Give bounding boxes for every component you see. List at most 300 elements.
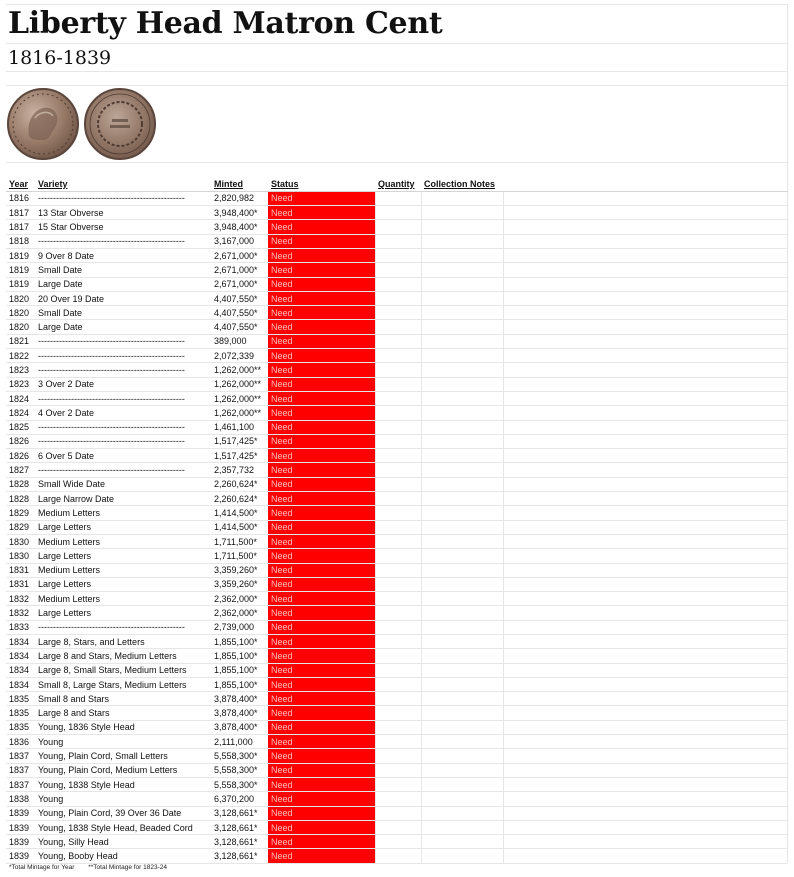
cell-year[interactable]: 1817 <box>6 220 35 234</box>
cell-collection-notes[interactable] <box>421 320 503 334</box>
cell-variety[interactable]: Large 8 and Stars, Medium Letters <box>35 649 211 663</box>
cell-status[interactable]: Need <box>268 492 375 506</box>
cell-collection-notes[interactable] <box>421 306 503 320</box>
cell-year[interactable]: 1835 <box>6 720 35 734</box>
cell-collection-notes[interactable] <box>421 606 503 620</box>
cell-collection-notes[interactable] <box>421 635 503 649</box>
cell-quantity[interactable] <box>375 506 421 520</box>
cell-collection-notes[interactable] <box>421 806 503 820</box>
cell-minted[interactable]: 1,855,100* <box>211 663 268 677</box>
cell-collection-notes[interactable] <box>421 277 503 291</box>
cell-collection-notes[interactable] <box>421 692 503 706</box>
cell-status[interactable]: Need <box>268 606 375 620</box>
footnote <box>9 864 167 871</box>
cell-minted[interactable]: 2,111,000 <box>211 735 268 749</box>
cell-quantity[interactable] <box>375 277 421 291</box>
cell-collection-notes[interactable] <box>421 391 503 405</box>
cell-minted[interactable]: 389,000 <box>211 334 268 348</box>
cell-year[interactable]: 1819 <box>6 248 35 262</box>
cell-minted[interactable]: 1,517,425* <box>211 449 268 463</box>
cell-quantity[interactable] <box>375 234 421 248</box>
cell-quantity[interactable] <box>375 377 421 391</box>
cell-status[interactable]: Need <box>268 477 375 491</box>
cell-year[interactable]: 1817 <box>6 206 35 220</box>
cell-status[interactable]: Need <box>268 820 375 834</box>
cell-collection-notes[interactable] <box>421 291 503 305</box>
cell-variety[interactable]: Large Date <box>35 320 211 334</box>
cell-year[interactable]: 1818 <box>6 234 35 248</box>
cell-minted[interactable]: 5,558,300* <box>211 763 268 777</box>
cell-variety[interactable]: ------------------------------------------------- <box>35 420 211 434</box>
cell-minted[interactable]: 1,262,000** <box>211 363 268 377</box>
cell-collection-notes[interactable] <box>421 777 503 791</box>
cell-minted[interactable]: 1,262,000** <box>211 391 268 405</box>
cell-variety[interactable]: ------------------------------------------------- <box>35 349 211 363</box>
cell-quantity[interactable] <box>375 291 421 305</box>
cell-variety[interactable]: Young, Plain Cord, 39 Over 36 Date <box>35 806 211 820</box>
cell-minted[interactable]: 6,370,200 <box>211 792 268 806</box>
cell-status[interactable]: Need <box>268 334 375 348</box>
cell-year[interactable]: 1828 <box>6 492 35 506</box>
header-status[interactable]: Status <box>268 177 375 191</box>
cell-quantity[interactable] <box>375 206 421 220</box>
cell-minted[interactable]: 3,128,661* <box>211 849 268 863</box>
cell-year[interactable]: 1834 <box>6 677 35 691</box>
cell-quantity[interactable] <box>375 606 421 620</box>
cell-year[interactable]: 1836 <box>6 735 35 749</box>
cell-variety[interactable]: Large Letters <box>35 520 211 534</box>
cell-year[interactable]: 1834 <box>6 635 35 649</box>
cell-quantity[interactable] <box>375 749 421 763</box>
cell-status[interactable]: Need <box>268 206 375 220</box>
cell-minted[interactable]: 3,948,400* <box>211 206 268 220</box>
cell-year[interactable]: 1834 <box>6 649 35 663</box>
table-row <box>6 434 788 448</box>
cell-status[interactable]: Need <box>268 849 375 863</box>
cell-collection-notes[interactable] <box>421 792 503 806</box>
table-row <box>6 663 788 677</box>
cell-year[interactable]: 1827 <box>6 463 35 477</box>
cell-quantity[interactable] <box>375 706 421 720</box>
cell-variety[interactable]: Small Date <box>35 306 211 320</box>
cell-quantity[interactable] <box>375 406 421 420</box>
cell-variety[interactable]: 9 Over 8 Date <box>35 248 211 262</box>
cell-status[interactable]: Need <box>268 220 375 234</box>
cell-variety[interactable]: 6 Over 5 Date <box>35 449 211 463</box>
cell-status[interactable]: Need <box>268 649 375 663</box>
cell-variety[interactable]: Large Letters <box>35 606 211 620</box>
cell-quantity[interactable] <box>375 391 421 405</box>
cell-status[interactable]: Need <box>268 792 375 806</box>
cell-variety[interactable]: ------------------------------------------------- <box>35 191 211 205</box>
cell-variety[interactable]: Young, Plain Cord, Small Letters <box>35 749 211 763</box>
cell-variety[interactable]: Large Narrow Date <box>35 492 211 506</box>
cell-quantity[interactable] <box>375 534 421 548</box>
cell-minted[interactable]: 2,357,732 <box>211 463 268 477</box>
cell-minted[interactable]: 2,671,000* <box>211 263 268 277</box>
cell-status[interactable]: Need <box>268 763 375 777</box>
cell-variety[interactable]: Large Letters <box>35 549 211 563</box>
cell-collection-notes[interactable] <box>421 749 503 763</box>
cell-collection-notes[interactable] <box>421 449 503 463</box>
cell-quantity[interactable] <box>375 334 421 348</box>
cell-quantity[interactable] <box>375 320 421 334</box>
cell-variety[interactable]: Young <box>35 735 211 749</box>
cell-year[interactable]: 1830 <box>6 549 35 563</box>
cell-status[interactable]: Need <box>268 749 375 763</box>
cell-status[interactable]: Need <box>268 806 375 820</box>
cell-variety[interactable]: Large 8, Stars, and Letters <box>35 635 211 649</box>
cell-year[interactable]: 1838 <box>6 792 35 806</box>
cell-status[interactable]: Need <box>268 835 375 849</box>
cell-variety[interactable]: 15 Star Obverse <box>35 220 211 234</box>
cell-status[interactable]: Need <box>268 377 375 391</box>
cell-status[interactable]: Need <box>268 449 375 463</box>
cell-blank <box>503 506 788 520</box>
cell-status[interactable]: Need <box>268 720 375 734</box>
cell-year[interactable]: 1835 <box>6 692 35 706</box>
cell-collection-notes[interactable] <box>421 463 503 477</box>
cell-status[interactable]: Need <box>268 534 375 548</box>
cell-status[interactable]: Need <box>268 635 375 649</box>
cell-minted[interactable]: 1,855,100* <box>211 649 268 663</box>
cell-collection-notes[interactable] <box>421 563 503 577</box>
cell-status[interactable]: Need <box>268 663 375 677</box>
cell-minted[interactable]: 1,855,100* <box>211 635 268 649</box>
cell-collection-notes[interactable] <box>421 549 503 563</box>
cell-year[interactable]: 1819 <box>6 263 35 277</box>
cell-collection-notes[interactable] <box>421 849 503 863</box>
cell-blank <box>503 420 788 434</box>
cell-year[interactable]: 1830 <box>6 534 35 548</box>
cell-collection-notes[interactable] <box>421 234 503 248</box>
cell-quantity[interactable] <box>375 792 421 806</box>
cell-collection-notes[interactable] <box>421 763 503 777</box>
cell-year[interactable]: 1825 <box>6 420 35 434</box>
cell-variety[interactable]: 3 Over 2 Date <box>35 377 211 391</box>
cell-quantity[interactable] <box>375 592 421 606</box>
cell-variety[interactable]: Large Date <box>35 277 211 291</box>
cell-year[interactable]: 1824 <box>6 391 35 405</box>
cell-minted[interactable]: 1,461,100 <box>211 420 268 434</box>
table-row <box>6 792 788 806</box>
cell-quantity[interactable] <box>375 692 421 706</box>
cell-variety[interactable]: Large 8 and Stars <box>35 706 211 720</box>
cell-variety[interactable]: Small 8, Large Stars, Medium Letters <box>35 677 211 691</box>
cell-year[interactable]: 1829 <box>6 506 35 520</box>
cell-minted[interactable]: 2,739,000 <box>211 620 268 634</box>
cell-year[interactable]: 1823 <box>6 363 35 377</box>
cell-status[interactable]: Need <box>268 248 375 262</box>
header-year[interactable]: Year <box>6 177 35 191</box>
cell-year[interactable]: 1823 <box>6 377 35 391</box>
cell-quantity[interactable] <box>375 477 421 491</box>
cell-status[interactable]: Need <box>268 191 375 205</box>
cell-status[interactable]: Need <box>268 420 375 434</box>
cell-year[interactable]: 1831 <box>6 577 35 591</box>
cell-collection-notes[interactable] <box>421 592 503 606</box>
cell-minted[interactable]: 2,820,982 <box>211 191 268 205</box>
cell-quantity[interactable] <box>375 492 421 506</box>
cell-year[interactable]: 1824 <box>6 406 35 420</box>
cell-minted[interactable]: 2,072,339 <box>211 349 268 363</box>
cell-minted[interactable]: 2,671,000* <box>211 248 268 262</box>
cell-minted[interactable]: 3,128,661* <box>211 806 268 820</box>
cell-minted[interactable]: 2,260,624* <box>211 492 268 506</box>
cell-year[interactable]: 1828 <box>6 477 35 491</box>
cell-variety[interactable]: 20 Over 19 Date <box>35 291 211 305</box>
cell-collection-notes[interactable] <box>421 663 503 677</box>
cell-variety[interactable]: 13 Star Obverse <box>35 206 211 220</box>
cell-minted[interactable]: 5,558,300* <box>211 749 268 763</box>
cell-collection-notes[interactable] <box>421 534 503 548</box>
cell-status[interactable]: Need <box>268 563 375 577</box>
cell-collection-notes[interactable] <box>421 334 503 348</box>
cell-minted[interactable]: 5,558,300* <box>211 777 268 791</box>
cell-collection-notes[interactable] <box>421 477 503 491</box>
header-collection-notes[interactable]: Collection Notes <box>421 177 503 191</box>
cell-minted[interactable]: 2,362,000* <box>211 592 268 606</box>
cell-status[interactable]: Need <box>268 263 375 277</box>
cell-minted[interactable]: 1,262,000** <box>211 377 268 391</box>
cell-status[interactable]: Need <box>268 577 375 591</box>
cell-quantity[interactable] <box>375 363 421 377</box>
cell-status[interactable]: Need <box>268 234 375 248</box>
cell-status[interactable]: Need <box>268 463 375 477</box>
cell-variety[interactable]: Small Wide Date <box>35 477 211 491</box>
cell-status[interactable]: Need <box>268 620 375 634</box>
cell-minted[interactable]: 4,407,550* <box>211 320 268 334</box>
cell-quantity[interactable] <box>375 635 421 649</box>
header-minted[interactable]: Minted <box>211 177 268 191</box>
cell-year[interactable]: 1832 <box>6 592 35 606</box>
cell-variety[interactable]: Young, 1838 Style Head, Beaded Cord <box>35 820 211 834</box>
cell-year[interactable]: 1821 <box>6 334 35 348</box>
cell-quantity[interactable] <box>375 763 421 777</box>
cell-collection-notes[interactable] <box>421 677 503 691</box>
cell-collection-notes[interactable] <box>421 620 503 634</box>
cell-quantity[interactable] <box>375 434 421 448</box>
cell-quantity[interactable] <box>375 820 421 834</box>
cell-status[interactable]: Need <box>268 391 375 405</box>
cell-collection-notes[interactable] <box>421 420 503 434</box>
cell-quantity[interactable] <box>375 777 421 791</box>
cell-quantity[interactable] <box>375 620 421 634</box>
cell-status[interactable]: Need <box>268 434 375 448</box>
cell-minted[interactable]: 1,711,500* <box>211 549 268 563</box>
cell-blank <box>503 306 788 320</box>
cell-variety[interactable]: ------------------------------------------------- <box>35 234 211 248</box>
cell-collection-notes[interactable] <box>421 835 503 849</box>
cell-year[interactable]: 1837 <box>6 749 35 763</box>
cell-year[interactable]: 1826 <box>6 449 35 463</box>
cell-year[interactable]: 1820 <box>6 320 35 334</box>
cell-collection-notes[interactable] <box>421 720 503 734</box>
cell-variety[interactable]: Young, Silly Head <box>35 835 211 849</box>
cell-minted[interactable]: 3,878,400* <box>211 720 268 734</box>
cell-status[interactable]: Need <box>268 777 375 791</box>
table-row <box>6 206 788 220</box>
cell-year[interactable]: 1820 <box>6 306 35 320</box>
cell-quantity[interactable] <box>375 806 421 820</box>
cell-quantity[interactable] <box>375 649 421 663</box>
table-row <box>6 248 788 262</box>
cell-collection-notes[interactable] <box>421 349 503 363</box>
cell-quantity[interactable] <box>375 663 421 677</box>
cell-status[interactable]: Need <box>268 349 375 363</box>
cell-variety[interactable]: ------------------------------------------------- <box>35 334 211 348</box>
cell-minted[interactable]: 3,128,661* <box>211 835 268 849</box>
cell-quantity[interactable] <box>375 577 421 591</box>
cell-variety[interactable]: Young, 1838 Style Head <box>35 777 211 791</box>
cell-quantity[interactable] <box>375 263 421 277</box>
cell-collection-notes[interactable] <box>421 248 503 262</box>
cell-status[interactable]: Need <box>268 735 375 749</box>
cell-status[interactable]: Need <box>268 277 375 291</box>
cell-quantity[interactable] <box>375 306 421 320</box>
cell-year[interactable]: 1816 <box>6 191 35 205</box>
cell-status[interactable]: Need <box>268 692 375 706</box>
cell-collection-notes[interactable] <box>421 406 503 420</box>
cell-minted[interactable]: 3,948,400* <box>211 220 268 234</box>
cell-status[interactable]: Need <box>268 706 375 720</box>
cell-year[interactable]: 1822 <box>6 349 35 363</box>
cell-status[interactable]: Need <box>268 363 375 377</box>
cell-collection-notes[interactable] <box>421 506 503 520</box>
cell-minted[interactable]: 1,517,425* <box>211 434 268 448</box>
cell-minted[interactable]: 3,128,661* <box>211 820 268 834</box>
cell-year[interactable]: 1820 <box>6 291 35 305</box>
cell-minted[interactable]: 4,407,550* <box>211 306 268 320</box>
cell-year[interactable]: 1829 <box>6 520 35 534</box>
cell-minted[interactable]: 1,855,100* <box>211 677 268 691</box>
cell-variety[interactable]: Young, Booby Head <box>35 849 211 863</box>
cell-quantity[interactable] <box>375 735 421 749</box>
cell-quantity[interactable] <box>375 449 421 463</box>
cell-status[interactable]: Need <box>268 549 375 563</box>
cell-variety[interactable]: Large 8, Small Stars, Medium Letters <box>35 663 211 677</box>
cell-minted[interactable]: 1,414,500* <box>211 506 268 520</box>
cell-quantity[interactable] <box>375 835 421 849</box>
cell-collection-notes[interactable] <box>421 649 503 663</box>
cell-minted[interactable]: 3,359,260* <box>211 563 268 577</box>
cell-quantity[interactable] <box>375 220 421 234</box>
cell-minted[interactable]: 3,359,260* <box>211 577 268 591</box>
header-quantity[interactable]: Quantity <box>375 177 421 191</box>
cell-year[interactable]: 1839 <box>6 849 35 863</box>
cell-year[interactable]: 1837 <box>6 777 35 791</box>
cell-minted[interactable]: 1,414,500* <box>211 520 268 534</box>
cell-variety[interactable]: ------------------------------------------------- <box>35 434 211 448</box>
cell-quantity[interactable] <box>375 849 421 863</box>
cell-year[interactable]: 1819 <box>6 277 35 291</box>
cell-quantity[interactable] <box>375 248 421 262</box>
cell-variety[interactable]: ------------------------------------------------- <box>35 363 211 377</box>
cell-collection-notes[interactable] <box>421 263 503 277</box>
cell-status[interactable]: Need <box>268 320 375 334</box>
table-row <box>6 220 788 234</box>
cell-quantity[interactable] <box>375 677 421 691</box>
cell-minted[interactable]: 3,878,400* <box>211 692 268 706</box>
cell-minted[interactable]: 2,362,000* <box>211 606 268 620</box>
cell-year[interactable]: 1839 <box>6 806 35 820</box>
cell-minted[interactable]: 2,671,000* <box>211 277 268 291</box>
cell-status[interactable]: Need <box>268 677 375 691</box>
cell-collection-notes[interactable] <box>421 577 503 591</box>
cell-variety[interactable]: ------------------------------------------------- <box>35 620 211 634</box>
cell-year[interactable]: 1832 <box>6 606 35 620</box>
cell-collection-notes[interactable] <box>421 206 503 220</box>
cell-collection-notes[interactable] <box>421 191 503 205</box>
cell-year[interactable]: 1831 <box>6 563 35 577</box>
cell-year[interactable]: 1837 <box>6 763 35 777</box>
cell-variety[interactable]: Small 8 and Stars <box>35 692 211 706</box>
header-variety[interactable]: Variety <box>35 177 211 191</box>
cell-year[interactable]: 1839 <box>6 835 35 849</box>
cell-blank <box>503 349 788 363</box>
cell-minted[interactable]: 1,262,000** <box>211 406 268 420</box>
cell-collection-notes[interactable] <box>421 220 503 234</box>
cell-status[interactable]: Need <box>268 406 375 420</box>
cell-collection-notes[interactable] <box>421 706 503 720</box>
cell-quantity[interactable] <box>375 191 421 205</box>
cell-collection-notes[interactable] <box>421 820 503 834</box>
cell-status[interactable]: Need <box>268 506 375 520</box>
cell-year[interactable]: 1835 <box>6 706 35 720</box>
cell-quantity[interactable] <box>375 563 421 577</box>
cell-collection-notes[interactable] <box>421 363 503 377</box>
cell-variety[interactable]: ------------------------------------------------- <box>35 391 211 405</box>
cell-minted[interactable]: 1,711,500* <box>211 534 268 548</box>
cell-variety[interactable]: Medium Letters <box>35 534 211 548</box>
cell-collection-notes[interactable] <box>421 434 503 448</box>
cell-year[interactable]: 1833 <box>6 620 35 634</box>
cell-variety[interactable]: Young, Plain Cord, Medium Letters <box>35 763 211 777</box>
cell-minted[interactable]: 3,167,000 <box>211 234 268 248</box>
cell-collection-notes[interactable] <box>421 377 503 391</box>
cell-quantity[interactable] <box>375 463 421 477</box>
cell-variety[interactable]: 4 Over 2 Date <box>35 406 211 420</box>
cell-year[interactable]: 1834 <box>6 663 35 677</box>
cell-variety[interactable]: Small Date <box>35 263 211 277</box>
cell-quantity[interactable] <box>375 520 421 534</box>
cell-quantity[interactable] <box>375 720 421 734</box>
cell-collection-notes[interactable] <box>421 520 503 534</box>
cell-quantity[interactable] <box>375 549 421 563</box>
cell-quantity[interactable] <box>375 420 421 434</box>
cell-variety[interactable]: Medium Letters <box>35 563 211 577</box>
cell-quantity[interactable] <box>375 349 421 363</box>
cell-minted[interactable]: 3,878,400* <box>211 706 268 720</box>
cell-variety[interactable]: Young <box>35 792 211 806</box>
cell-variety[interactable]: Young, 1836 Style Head <box>35 720 211 734</box>
cell-status[interactable]: Need <box>268 592 375 606</box>
cell-status[interactable]: Need <box>268 306 375 320</box>
cell-variety[interactable]: Large Letters <box>35 577 211 591</box>
cell-year[interactable]: 1839 <box>6 820 35 834</box>
liberty-head-icon <box>9 90 77 158</box>
cell-minted[interactable]: 2,260,624* <box>211 477 268 491</box>
cell-status[interactable]: Need <box>268 291 375 305</box>
cell-year[interactable]: 1826 <box>6 434 35 448</box>
cell-status[interactable]: Need <box>268 520 375 534</box>
cell-variety[interactable]: Medium Letters <box>35 506 211 520</box>
cell-collection-notes[interactable] <box>421 735 503 749</box>
cell-collection-notes[interactable] <box>421 492 503 506</box>
cell-minted[interactable]: 4,407,550* <box>211 291 268 305</box>
cell-variety[interactable]: ------------------------------------------------- <box>35 463 211 477</box>
cell-variety[interactable]: Medium Letters <box>35 592 211 606</box>
